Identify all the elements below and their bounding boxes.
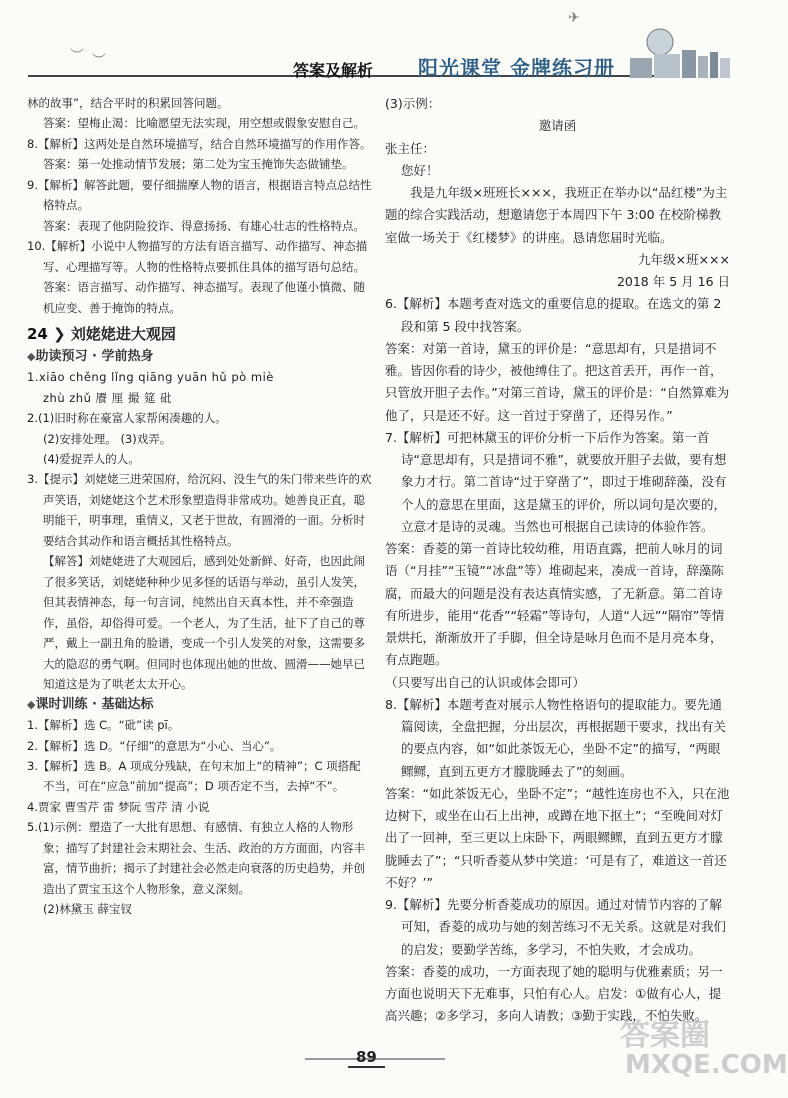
answer-text: 答案：对第一首诗，黛玉的评价是：“意思却有，只是措词不雅。皆因你看的诗少，被他缚住了。把这首丢开，再作一首，只管放开胆子去作。”对第三首诗，黛玉的评价是：“自然算难为他了，只是还不好。这一首过于穿凿了，还得另作。” (385, 340, 730, 423)
analysis-text: 8.【解析】本题考查对展示人物性格语句的提取能力。要先通篇阅读，全盘把握，分出层次，再根据题干要求，找出有关的要点内容，如“如此茶饭无心，坐卧不定”的描写，“两眼鳏鳏，直到五更方才朦胧睡去了”的刻画。 (385, 696, 727, 779)
pinyin-line: zhù zhǔ 餍 厘 撮 筵 砒 (43, 390, 173, 405)
header-brand: 阳光课堂 金牌练习册 (418, 56, 615, 80)
subsection-heading: ◆ 课时训练 · 基础达标 (27, 695, 372, 715)
answer-text: (4)爱捉弄人的人。 (43, 451, 140, 466)
answer-text: 答案：第一处推动情节发展；第二处为宝玉掩饰失态做铺垫。 (43, 157, 354, 172)
letter-title: 邀请函 (538, 118, 577, 134)
answer-text: 答案：望梅止渴：比喻愿望无法实现，用空想或假象安慰自己。 (43, 116, 365, 131)
analysis-text: 10.【解析】小说中人物描写的方法有语言描写、动作描写、神态描写、心理描写等。人物的性格特点要抓住具体的描写语句总结。 (27, 239, 368, 274)
answer-text: 2.【解析】选 D。“仔细”的意思为“小心、当心”。 (27, 738, 282, 753)
analysis-text: 9.【解析】解答此题，要仔细揣摩人物的语言，根据语言特点总结性格特点。 (27, 177, 372, 213)
page-header (0, 0, 750, 86)
section-title: 刘姥姥进大观园 (70, 325, 176, 344)
section-heading (27, 324, 372, 344)
watermark-url: MXQE.COM (625, 1050, 788, 1080)
answer-note: （只要写出自己的认识或体会即可） (385, 674, 586, 690)
answer-text: (2)林黛玉 薛宝钗 (43, 902, 132, 917)
subsection-heading: ◆ 助读预习 · 学前热身 (27, 347, 372, 367)
answer-text: 答案：“如此茶饭无心，坐卧不定”；“越性连房也不入，只在池边树下，或坐在山石上出神，或蹲在地下抠土”；“至晚间对灯出了一回神，至三更以上床卧下，两眼鳏鳏，直到五更方才朦胧睡去了”；“只听香菱从梦中笑道：‘可是有了，难道这一首还不好？’” (385, 785, 730, 890)
pinyin-line: 1.xiāo chěng lǐng qiāng yuān hǔ pò miè (27, 370, 274, 385)
watermark-logo: 答案圈 (620, 1018, 710, 1053)
analysis-text: 6.【解析】本题考查对选文的重要信息的提取。在选文的第 2 段和第 5 段中找答案。 (385, 296, 722, 334)
bird-icon: ︶ (70, 48, 84, 64)
bird-icon: ✈ (568, 10, 580, 26)
answer-text: 【解答】刘姥姥进了大观园后，感到处处新鲜、好奇，也因此闹了很多笑话，刘姥姥种种少见多怪的话语与举动，虽引人发笑，但其表情神态，每一句言词，纯然出自天真本性，并不牵强造作，虽俗，却俗得可爱。一个老人，为了生活，扯下了自己的尊严，戴上一副丑角的脸谱，变成一个引人发笑的对象，这需要多大的隐忍的勇气啊。但同时也体现出她的世故、圆滑——她早已知道这是为了哄老太太开心。 (43, 554, 365, 692)
answer-text: 5.(1)示例：塑造了一大批有思想、有感情、有独立人格的人物形象；描写了封建社会末期社会、生活、政治的方方面面，内容丰富，情节曲折；揭示了封建社会必然走向衰落的历史趋势，并创造出了贾宝玉这个人物形象，意义深刻。 (27, 820, 365, 896)
bird-icon: ︶ (92, 53, 106, 69)
hint-text: 3.【提示】刘姥姥三进荣国府，给沉闷、没生气的朱门带来些许的欢声笑语，刘姥姥这个艺术形象塑造得非常成功。她善良正直，聪明能干，明事理，重情义，又老于世故，有圆滑的一面。分析时要结合其动作和语言概括其性格特点。 (27, 472, 372, 548)
right-column (385, 93, 730, 1028)
analysis-text: 9.【解析】先要分析香菱成功的原因。通过对情节内容的了解可知，香菱的成功与她的刻苦练习不无关系。这就是对我们的启发；要勤学苦练，多学习，不怕失败，才会成功。 (385, 897, 727, 957)
answer-text: 4.贾家 曹雪芹 雷 梦阮 雪芹 清 小说 (27, 799, 210, 814)
decor-books-globe-icon (620, 20, 735, 80)
letter-recipient: 张主任： (385, 140, 436, 156)
answer-text: 2.(1)旧时称在豪富人家帮闲凑趣的人。 (27, 411, 227, 426)
letter-greeting: 您好！ (401, 162, 439, 178)
answer-text: 答案：香菱的成功，一方面表现了她的聪明与优雅素质；另一方面也说明天下无难事，只怕有心人。启发：①做有心人，提高兴趣；②多学习，多向人请教；③勤于实践，不怕失败。 (385, 963, 723, 1024)
analysis-text: 7.【解析】可把林黛玉的评价分析一下后作为答案。第一首诗“意思却有，只是措词不雅”，就要放开胆子去做，要有想象力才行。第二首诗“过于穿凿了”，即过于堆砌辞藻，没有个人的意思在里面，这是黛玉的评价，所以词句是次要的，立意才是诗的灵魂。当然也可根据自己读诗的体验作答。 (385, 429, 727, 534)
analysis-text: 8.【解析】这两处是自然环境描写，结合自然环境描写的作用作答。 (27, 136, 372, 151)
answer-text: 3.【解析】选 B。A 项成分残缺，在句末加上“的精神”；C 项搭配不当，可在“应急”前加“提高”；D 项否定不当，去掉“不”。 (27, 759, 361, 794)
answer-text: 答案：香菱的第一首诗比较幼稚，用语直露，把前人咏月的词语（“月挂”“玉镜”“冰盘”等）堆砌起来，凑成一首诗，辞藻陈腐，而最大的问题是没有表达真情实感，了无新意。第二首诗有所进步，能用“花香”“轻霜”等诗句，人道“人远”“隔帘”等情景烘托，渐渐放开了手脚，但全诗是咏月色而不是月亮本身，有点跑题。 (385, 541, 725, 668)
answer-text: 答案：语言描写、动作描写、神态描写。表现了他谨小慎微、随机应变、善于掩饰的特点。 (43, 280, 365, 315)
section-number: 24 (27, 325, 48, 344)
page-number: 89 (348, 1048, 385, 1068)
chevron-right-icon: ❯ (53, 325, 66, 344)
answer-text: 1.【解析】选 C。“砒”读 pī。 (27, 718, 180, 733)
text-line: 林的故事”，结合平时的积累回答问题。 (27, 96, 229, 110)
letter-signature: 九年级×班××× (638, 251, 730, 267)
text-line: (3)示例： (385, 96, 441, 111)
header-title: 答案及解析 (293, 61, 374, 80)
answer-text: (2)安排处理。 (3)戏弄。 (43, 431, 172, 446)
letter-date: 2018 年 5 月 16 日 (616, 274, 730, 289)
answer-text: 答案：表现了他阴险狡诈、得意扬扬、有雄心壮志的性格特点。 (43, 218, 365, 233)
left-column (27, 93, 372, 920)
letter-body: 我是九年级×班班长×××，我班正在举办以“品红楼”为主题的综合实践活动，想邀请您于本周四下午 3:00 在校阶梯教室做一场关于《红楼梦》的讲座。恳请您届时光临。 (385, 185, 728, 245)
